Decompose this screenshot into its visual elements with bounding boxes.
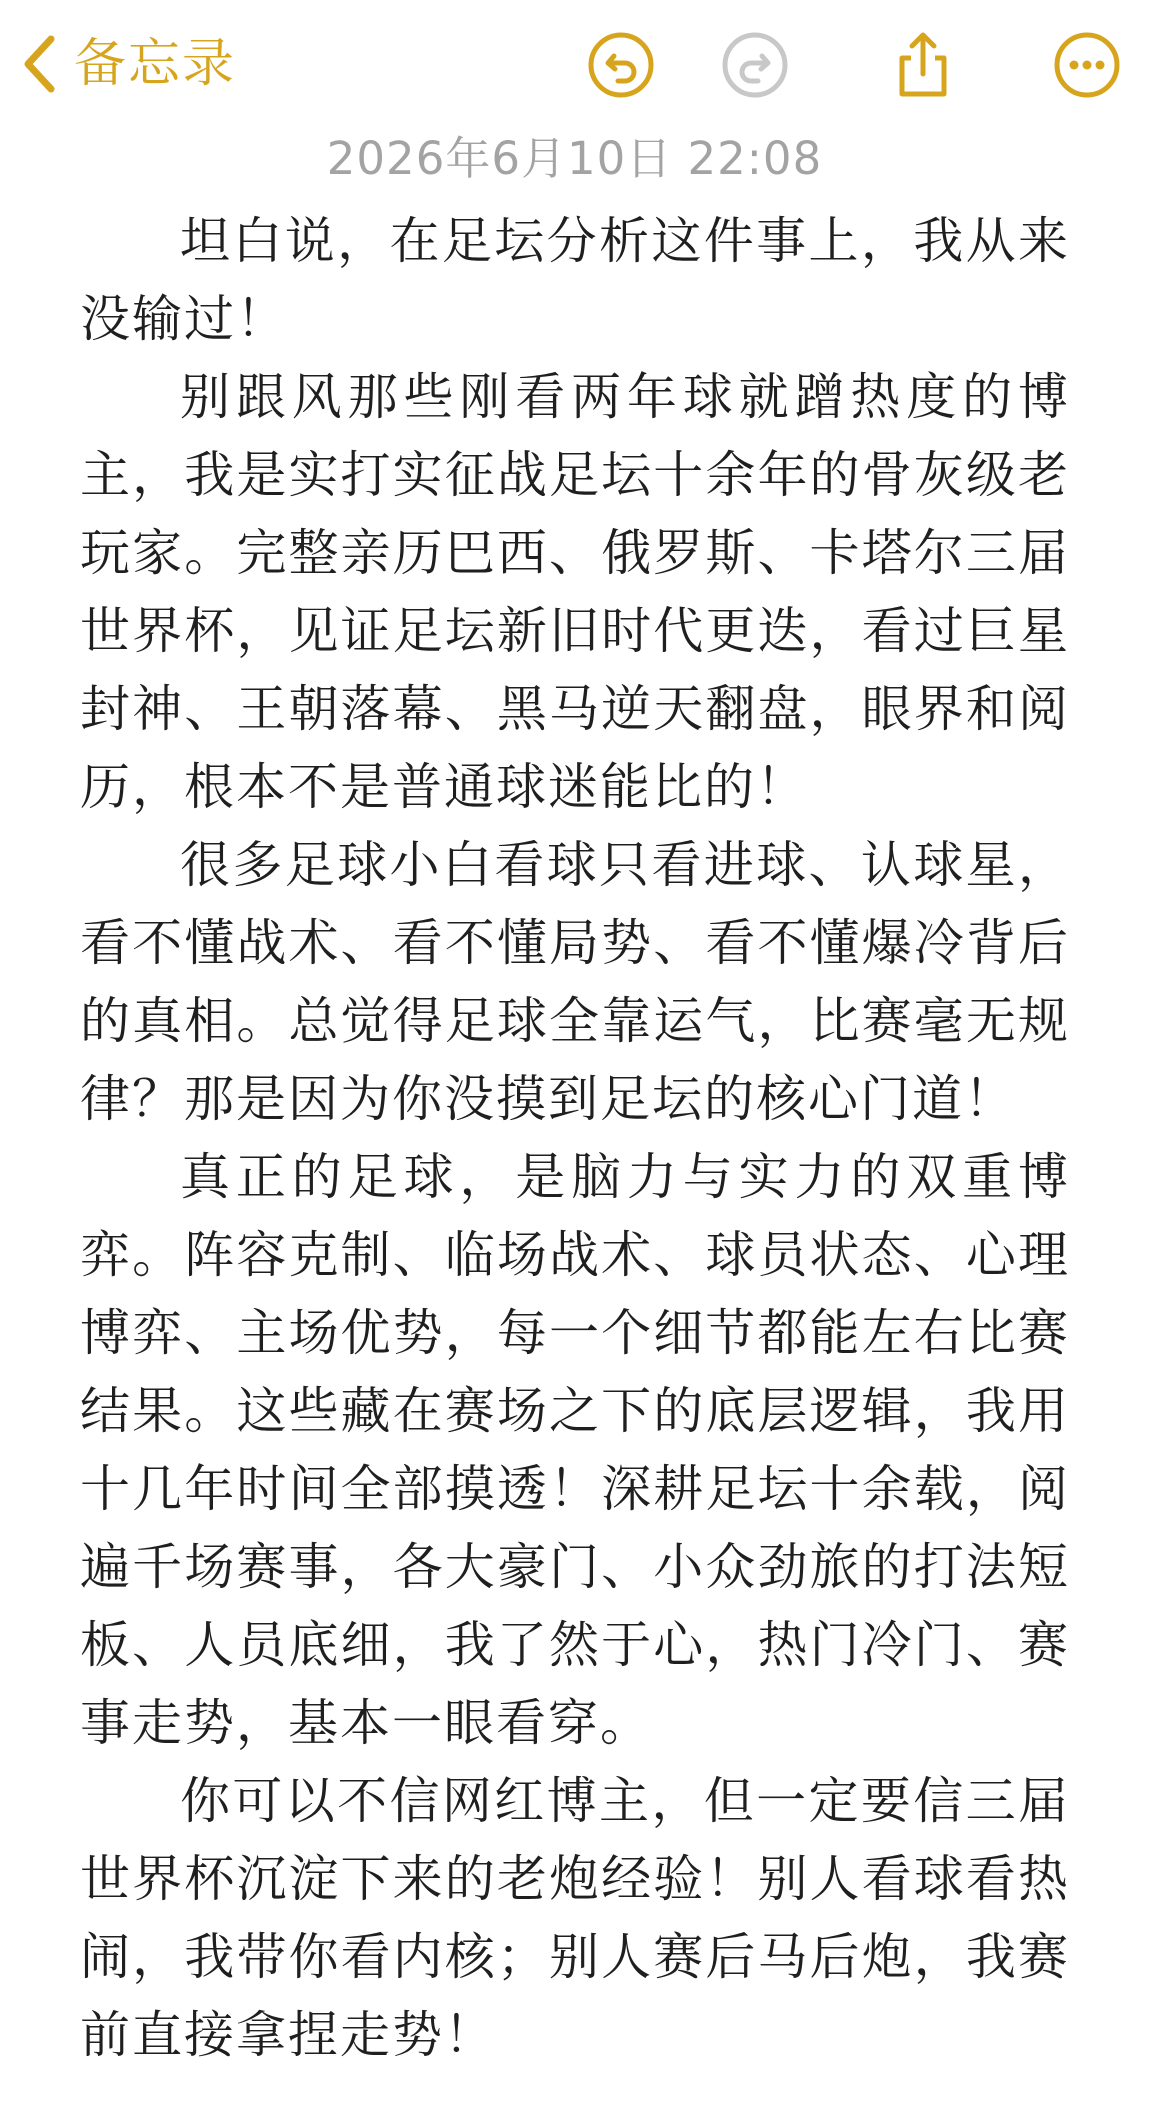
note-paragraph: 你可以不信网红博主，但一定要信三届世界杯沉淀下来的老炮经验！别人看球看热闹，我带你看内核；别人赛后马后炮，我赛前直接拿捏走势！ — [80, 1772, 1070, 2064]
note-paragraph: 真正的足球，是脑力与实力的双重博弈。阵容克制、临场战术、球员状态、心理博弈、主场优势，每一个细节都能左右比赛结果。这些藏在赛场之下的底层逻辑，我用十几年时间全部摸透！深耕足坛十余载，阅遍千场赛事，各大豪门、小众劲旅的打法短板、人员底细，我了然于心，热门冷门、赛事走势，基本一眼看穿。 — [80, 1148, 1070, 1752]
undo-icon — [586, 30, 656, 100]
note-body[interactable] — [80, 202, 1070, 2074]
back-button[interactable] — [22, 28, 236, 100]
note-paragraph: 别跟风那些刚看两年球就蹭热度的博主，我是实打实征战足坛十余年的骨灰级老玩家。完整亲历巴西、俄罗斯、卡塔尔三届世界杯，见证足坛新旧时代更迭，看过巨星封神、王朝落幕、黑马逆天翻盘，眼界和阅历，根本不是普通球迷能比的！ — [80, 368, 1070, 816]
share-button[interactable] — [888, 30, 958, 100]
back-label: 备忘录 — [74, 34, 237, 94]
redo-button[interactable] — [720, 30, 790, 100]
share-icon — [888, 30, 958, 100]
redo-icon — [720, 30, 790, 100]
navigation-bar — [0, 0, 1149, 130]
more-icon — [1052, 30, 1122, 100]
chevron-left-icon — [22, 34, 56, 94]
note-paragraph: 很多足球小白看球只看进球、认球星，看不懂战术、看不懂局势、看不懂爆冷背后的真相。总觉得足球全靠运气，比赛毫无规律？那是因为你没摸到足坛的核心门道！ — [80, 836, 1070, 1128]
note-paragraph: 坦白说，在足坛分析这件事上，我从来没输过！ — [80, 212, 1070, 348]
undo-button[interactable] — [586, 30, 656, 100]
note-date: 2026年6月10日 22:08 — [326, 132, 823, 185]
more-button[interactable] — [1052, 30, 1122, 100]
